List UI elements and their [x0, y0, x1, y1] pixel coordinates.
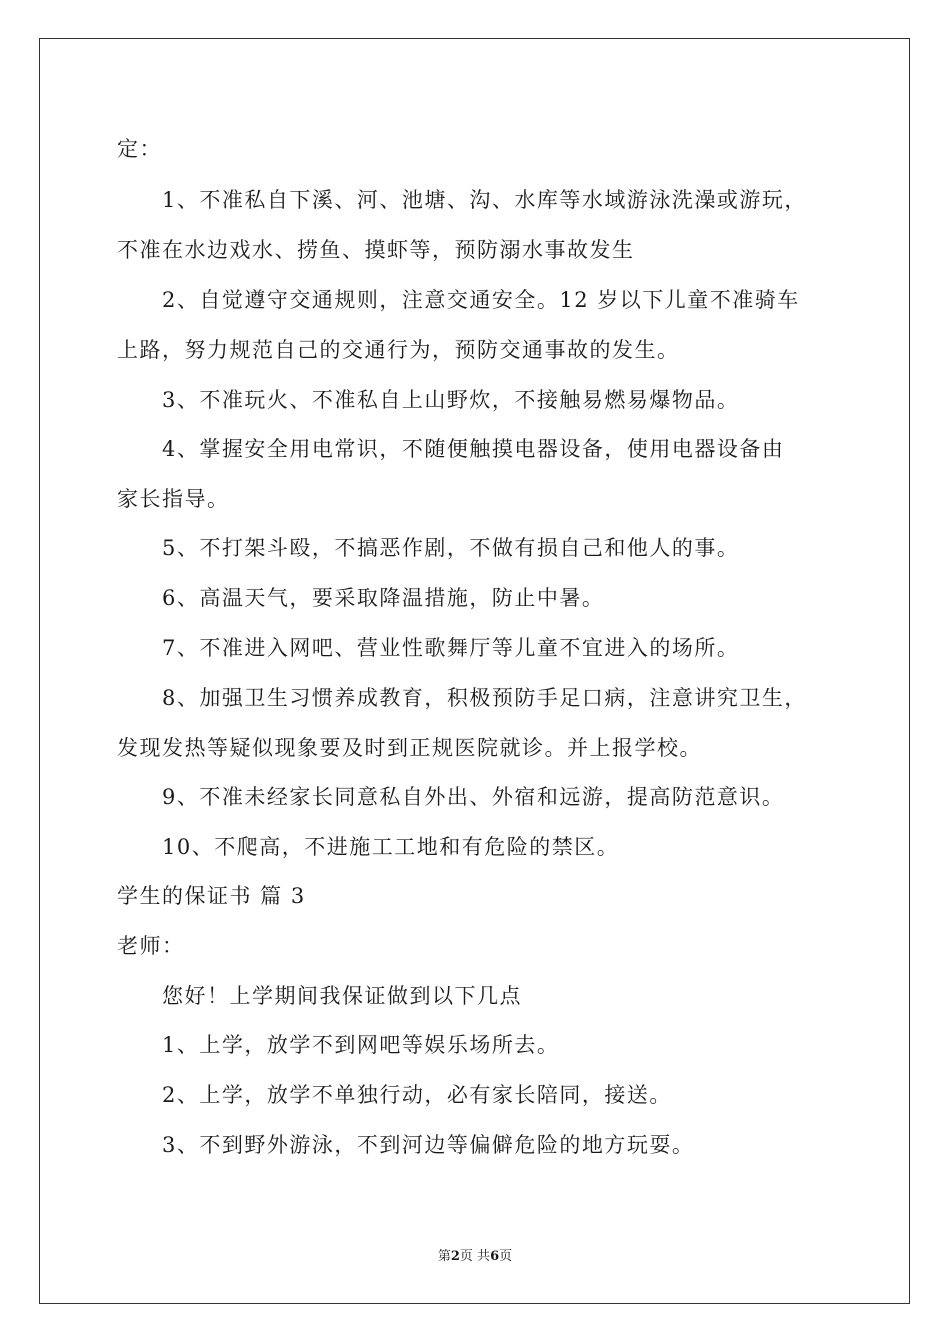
text-line: 9、不准未经家长同意私自外出、外宿和远游，提高防范意识。 — [162, 785, 785, 809]
footer-middle: 页 共 — [459, 1249, 491, 1264]
footer-prefix: 第 — [437, 1249, 451, 1264]
text-line: 3、不准玩火、不准私自上山野炊，不接触易燃易爆物品。 — [162, 388, 740, 412]
page-border — [39, 38, 910, 1304]
footer-suffix: 页 — [499, 1249, 513, 1264]
text-line: 家长指导。 — [117, 487, 230, 511]
text-line: 发现发热等疑似现象要及时到正规医院就诊。并上报学校。 — [117, 736, 702, 760]
page-footer — [0, 1248, 950, 1266]
text-line: 3、不到野外游泳，不到河边等偏僻危险的地方玩耍。 — [162, 1133, 695, 1157]
text-line: 4、掌握安全用电常识，不随便触摸电器设备，使用电器设备由 — [162, 437, 785, 461]
text-line: 2、上学，放学不单独行动，必有家长陪同，接送。 — [162, 1083, 672, 1107]
footer-page-number: 2 — [450, 1249, 460, 1264]
text-line: 不准在水边戏水、捞鱼、摸虾等，预防溺水事故发生 — [117, 238, 635, 262]
text-line: 7、不准进入网吧、营业性歌舞厅等儿童不宜进入的场所。 — [162, 636, 740, 660]
footer-total-pages: 6 — [490, 1249, 500, 1264]
salutation: 老师： — [117, 934, 185, 958]
text-line: 10、不爬高，不进施工工地和有危险的禁区。 — [162, 835, 620, 859]
text-line: 您好！上学期间我保证做到以下几点 — [162, 984, 522, 1008]
text-line: 1、上学，放学不到网吧等娱乐场所去。 — [162, 1033, 560, 1057]
text-line: 上路，努力规范自己的交通行为，预防交通事故的发生。 — [117, 338, 680, 362]
text-line: 5、不打架斗殴，不搞恶作剧，不做有损自己和他人的事。 — [162, 536, 740, 560]
text-line: 1、不准私自下溪、河、池塘、沟、水库等水域游泳洗澡或游玩， — [162, 188, 807, 212]
text-line: 6、高温天气，要采取降温措施，防止中暑。 — [162, 586, 605, 610]
text-line: 定： — [117, 137, 162, 161]
text-line: 2、自觉遵守交通规则，注意交通安全。12 岁以下儿童不准骑车 — [162, 288, 800, 312]
text-line: 8、加强卫生习惯养成教育，积极预防手足口病，注意讲究卫生， — [162, 686, 807, 710]
section-heading: 学生的保证书 篇 3 — [117, 884, 306, 908]
